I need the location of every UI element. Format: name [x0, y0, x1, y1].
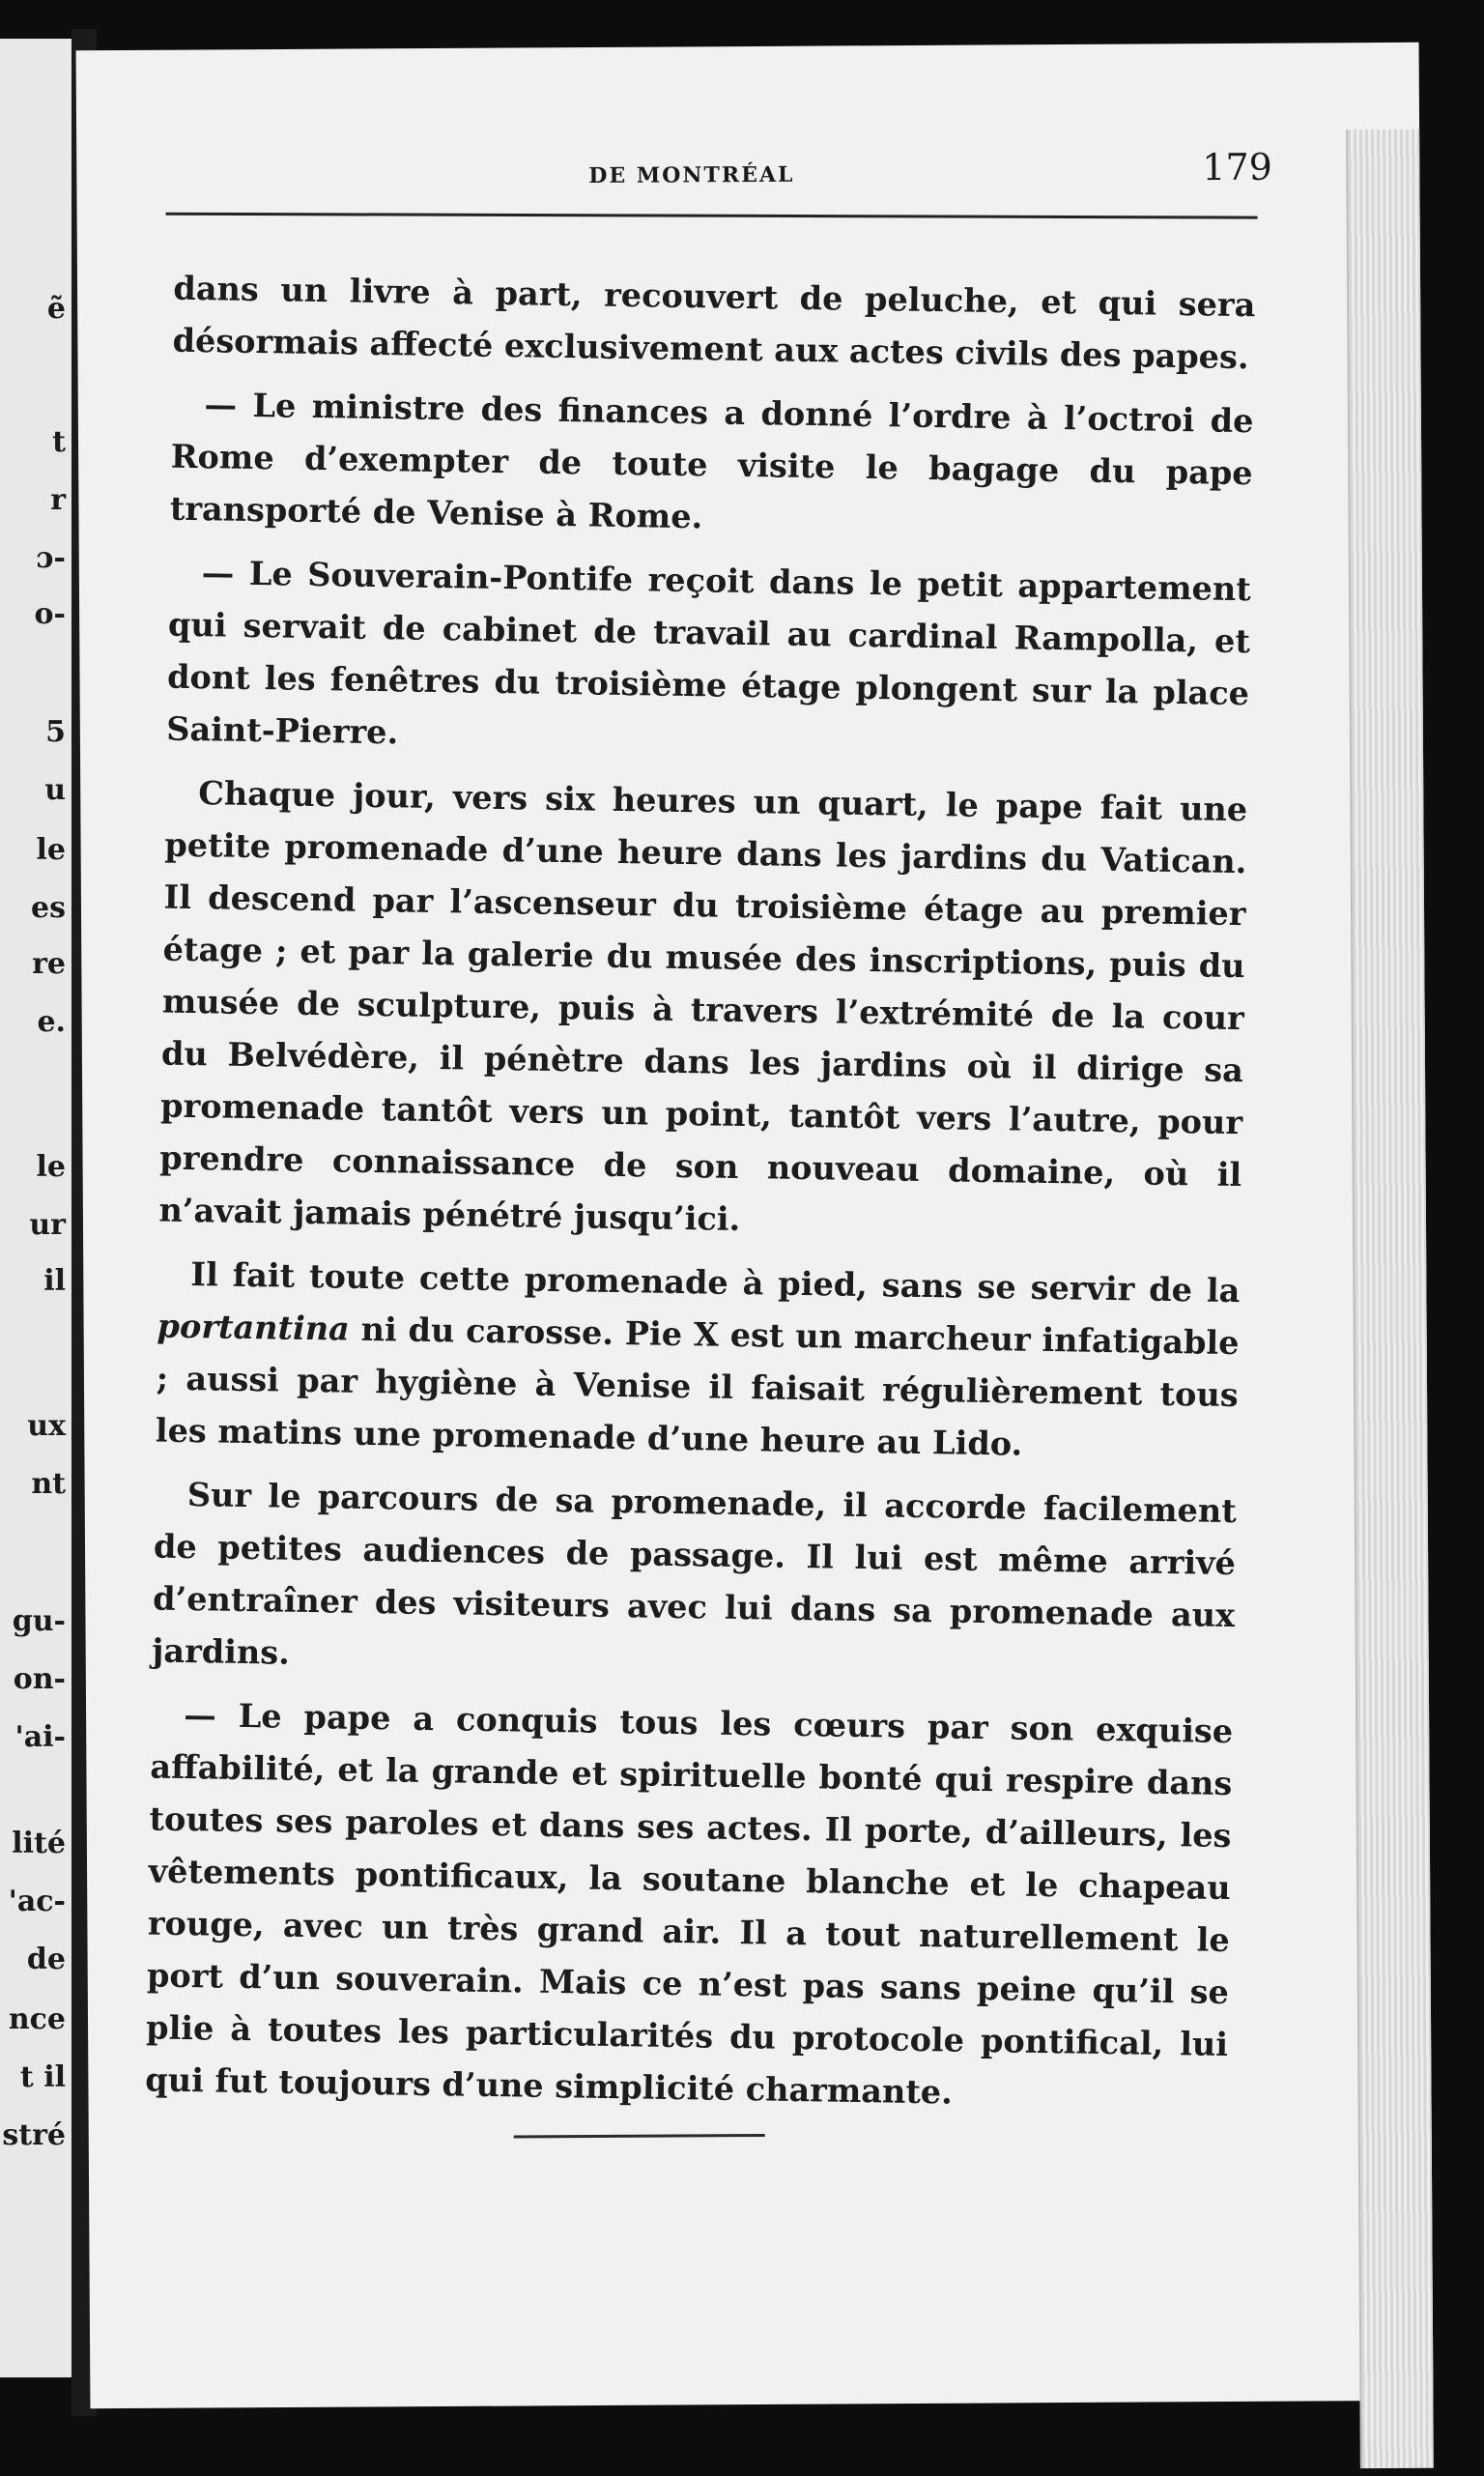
running-head-title: DE MONTRÉAL [588, 161, 795, 189]
facing-page-fragment: gu- [12, 1604, 66, 1638]
facing-page-fragment: stré [2, 2118, 66, 2152]
facing-page-fragment: 'ac- [8, 1885, 66, 1918]
paragraph: — Le ministre des finances a donné l’ordre à l’octroi de Rome d’exempter de toute visite le bagage du pape transporté de Venise à Rome. [169, 386, 1254, 536]
facing-page-fragment: 'ai- [14, 1720, 66, 1754]
page-edge-stack [1346, 130, 1434, 2468]
book-page [76, 43, 1434, 2408]
facing-page-fragment: o- [34, 597, 66, 631]
italic-term: portantina [157, 1307, 351, 1348]
facing-page-edge [0, 39, 71, 2377]
header-rule [166, 213, 1258, 219]
facing-page-fragment: r [50, 483, 66, 517]
running-head [76, 145, 1272, 189]
facing-page-fragment: t [52, 425, 66, 459]
facing-page-fragment: lité [12, 1827, 66, 1860]
paragraph: — Le pape a conquis tous les cœurs par son exquise affabilité, et la grande et spirituelle bonté qui respire dans toutes ses paroles et dans ses actes. Il porte, d’ailleurs, les vêtements pontificaux, la soutane blanche et le chapeau rouge, avec un très grand air. Il a tout naturellement le port d’un souverain. Mais ce n’est pas sans peine qu’il se plie à toutes les particularités du protocole pontifical, lui qui fut toujours d’une simplicité charmante. [145, 1696, 1234, 2112]
facing-page-fragment: e. [37, 1005, 66, 1039]
facing-page-fragment: le [36, 833, 66, 867]
facing-page-fragment: ux [27, 1409, 66, 1443]
facing-page-fragment: ɔ- [36, 541, 66, 575]
facing-page-fragment: t il [19, 2060, 66, 2094]
facing-page-fragment: re [32, 947, 66, 981]
paragraph: — Le Souverain-Pontife reçoit dans le petit appartement qui servait de cabinet de travail au cardinal Rampolla, et dont les fenêtres du troisième étage plongent sur la place Saint-Pierre. [166, 554, 1252, 752]
paragraph-text: ni du carosse. Pie X est un marcheur infatigable ; aussi par hygiène à Venise il faisait régulièrement tous les matins une promenade d’une heure au Lido. [155, 1310, 1240, 1463]
page-number: 179 [1202, 145, 1272, 189]
facing-page-fragment: nt [31, 1467, 66, 1501]
facing-page-fragment: le [36, 1150, 66, 1184]
facing-page-fragment: u [44, 773, 66, 807]
paragraph-text: Il fait toute cette promenade à pied, sans se servir de la [190, 1255, 1241, 1310]
paragraph: dans un livre à part, recouvert de peluche, et qui sera désormais affecté exclusivement aux actes civils des papes. [172, 269, 1256, 377]
paragraph [155, 1249, 1240, 1475]
facing-page-fragment: 5 [45, 715, 66, 749]
facing-page-fragment: de [26, 1943, 66, 1976]
facing-page-fragment: ur [29, 1208, 66, 1242]
paragraph: Chaque jour, vers six heures un quart, le pape fait une petite promenade d’une heure dans les jardins du Vatican. Il descend par l’ascenseur du troisième étage au premier étage ; et par la galerie du musée des inscriptions, puis du musée de sculpture, puis à travers l’extrémité de la cour du Belvédère, il pénètre dans les jardins où il dirige sa promenade tantôt vers un point, tantôt vers l’autre, pour prendre connaissance de son nouveau domaine, où il n’avait jamais pénétré jusqu’ici. [158, 774, 1248, 1238]
section-end-rule [514, 2134, 765, 2139]
facing-page-fragment: es [31, 891, 66, 925]
facing-page-fragment: on- [13, 1662, 66, 1696]
facing-page-fragment: nce [8, 2002, 66, 2036]
facing-page-fragment: ẽ [46, 292, 66, 326]
paragraph: Sur le parcours de sa promenade, il accorde facilement de petites audiences de passage. Il lui est même arrivé d’entraîner des visiteurs avec lui dans sa promenade aux jardins. [152, 1476, 1238, 1672]
facing-page-fragment: il [43, 1264, 66, 1298]
body-text [145, 263, 1256, 2135]
